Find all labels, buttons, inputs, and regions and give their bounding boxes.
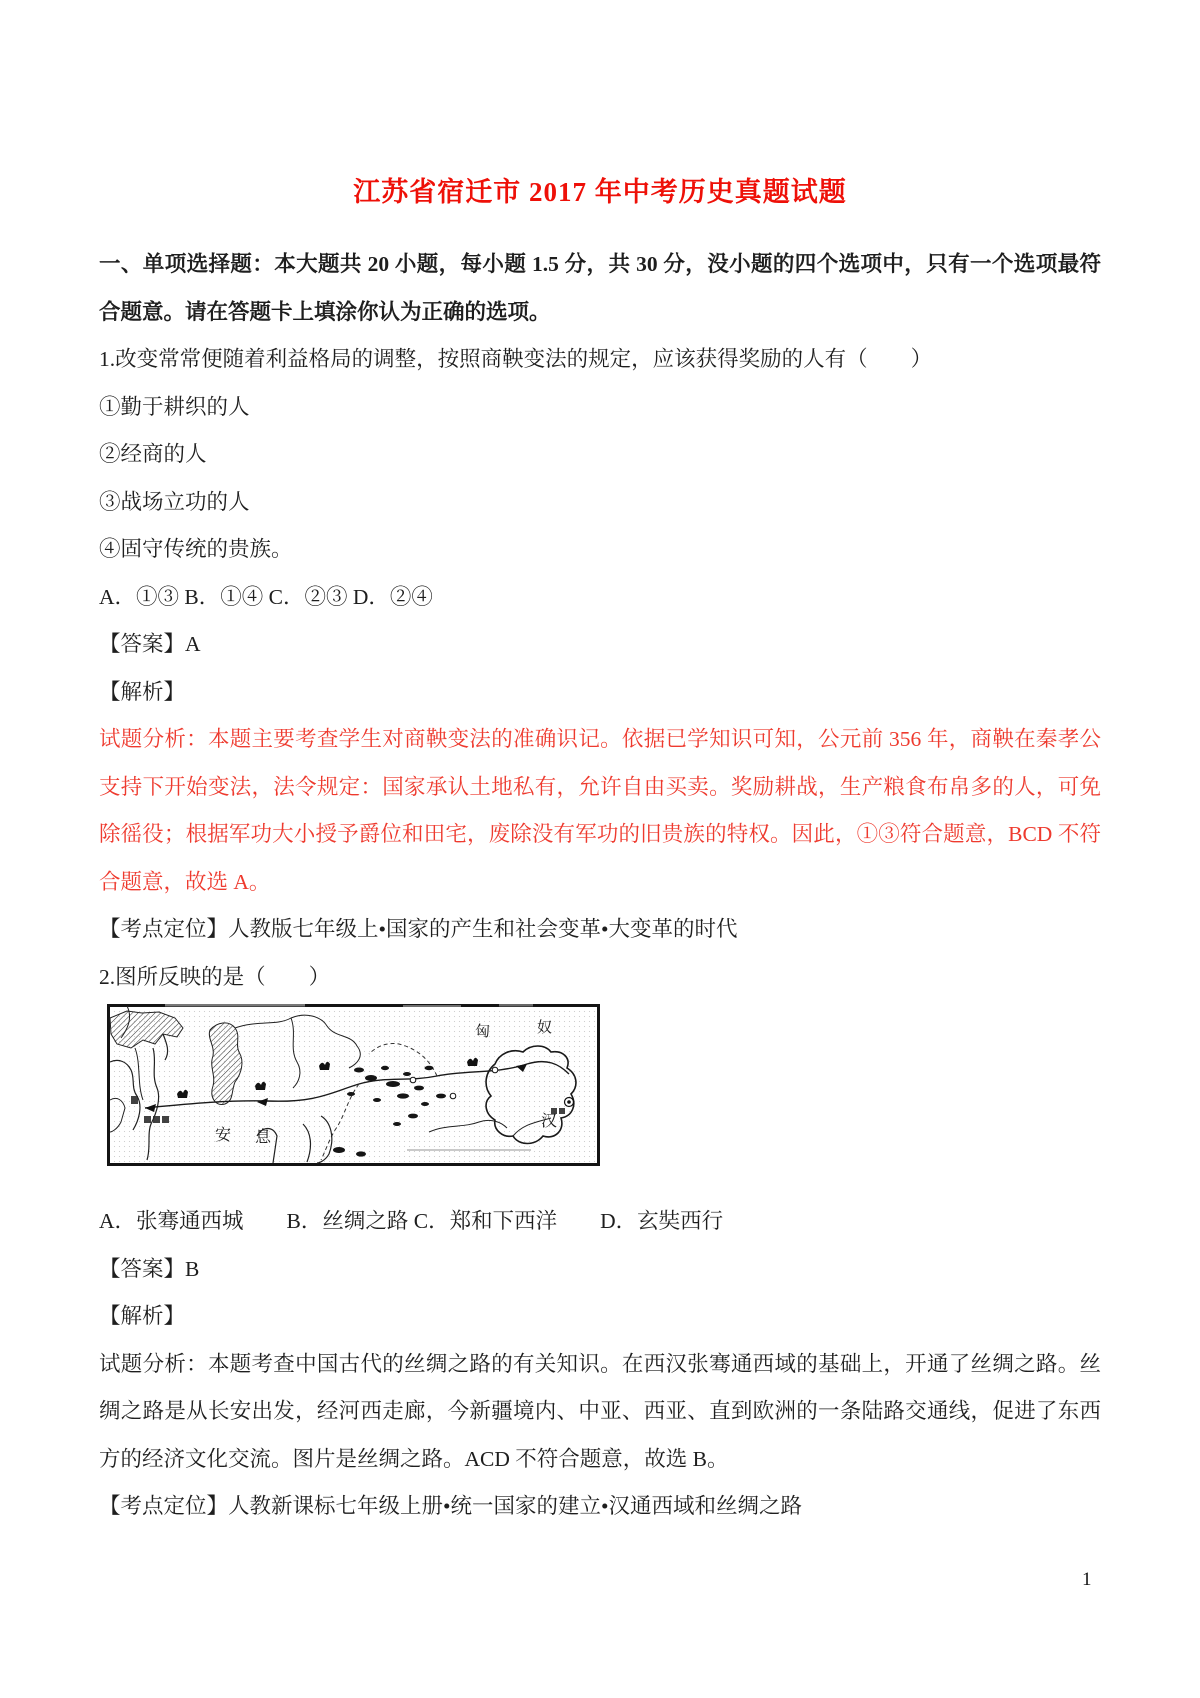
peninsula-line [317, 1116, 332, 1163]
lower-text-block [99, 1198, 1101, 1531]
city-circle [492, 1067, 498, 1073]
city-circle [410, 1077, 416, 1083]
han-territory-outline [486, 1046, 576, 1144]
map-label-xiongnu-2: 奴 [537, 1020, 553, 1036]
question-2-analysis-line-2: 绸之路是从长安出发，经河西走廊，今新疆境内、中亚、西亚、直到欧洲的一条陆路交通线，促进了东西 [99, 1399, 1101, 1423]
map-label-xiongnu-1: 匈 [475, 1024, 491, 1040]
question-1-analysis-heading: 【解析】 [99, 679, 186, 704]
hatched-sea-caspian [209, 1023, 242, 1105]
river-line [135, 1048, 143, 1100]
map-label-anxi-2: 息 [255, 1129, 272, 1146]
scan-smudge [403, 1005, 461, 1007]
question-2-analysis-line-1: 试题分析：本题考查中国古代的丝绸之路的有关知识。在西汉张骞通西域的基础上，开通了丝绸之路。丝 [99, 1351, 1101, 1376]
question-2-stem: 2.图所反映的是（ ） [99, 964, 331, 989]
question-1-kaodian: 【考点定位】人教版七年级上•国家的产生和社会变革•大变革的时代 [99, 917, 738, 941]
gulf-coast-line [110, 1098, 125, 1132]
scan-smudge [499, 1004, 533, 1007]
silk-road-map-svg [107, 1004, 600, 1166]
section-intro-line-2: 合题意。请在答题卡上填涂你认为正确的选项。 [99, 299, 551, 324]
route-arrowhead [257, 1098, 268, 1106]
question-1-item-4: ④固守传统的贵族。 [99, 537, 293, 561]
question-1-item-1: ①勤于耕织的人 [99, 394, 250, 419]
north-boundary-line [235, 1015, 360, 1068]
exam-title: 江苏省宿迁市 2017 年中考历史真题试题 [353, 177, 847, 207]
question-2-analysis-heading: 【解析】 [99, 1304, 186, 1328]
map-label-anxi-1: 安 [215, 1127, 232, 1144]
question-1-options: A．①③ B．①④ C．②③ D．②④ [99, 584, 433, 609]
route-arrowhead [145, 1104, 156, 1112]
hatched-sea-west [110, 1011, 183, 1048]
capital-dot [567, 1100, 571, 1104]
silk-road-map-figure [107, 1004, 600, 1166]
peninsula-line [303, 1124, 310, 1162]
question-2-options: A．张骞通西城 B．丝绸之路 C．郑和下西洋 D．玄奘西行 [99, 1209, 724, 1233]
section-intro-line-1: 一、单项选择题：本大题共 20 小题，每小题 1.5 分，共 30 分，没小题的四个选项中，只有一个选项最符 [99, 252, 1101, 276]
question-1-answer: 【答案】A [99, 632, 201, 656]
question-1-analysis-line-1: 试题分析：本题主要考查学生对商鞅变法的准确识记。依据已学知识可知，公元前 356 年，商鞅在秦孝公 [99, 727, 1101, 751]
question-1-item-2: ②经商的人 [99, 442, 207, 466]
route-branch-north [369, 1043, 437, 1076]
illegible-label-smudge [131, 1096, 565, 1123]
question-2-kaodian: 【考点定位】人教新课标七年级上册•统一国家的建立•汉通西域和丝绸之路 [99, 1494, 803, 1518]
question-2-analysis-line-3: 方的经济文化交流。图片是丝绸之路。ACD 不符合题意，故选 B。 [99, 1446, 729, 1471]
map-label-han: 汉 [541, 1113, 558, 1130]
question-1-analysis-line-4: 合题意，故选 A。 [99, 869, 271, 894]
route-arrowhead [516, 1064, 527, 1072]
river-line [110, 1060, 140, 1130]
question-2-answer: 【答案】B [99, 1256, 200, 1281]
question-1-stem: 1.改变常常便随着利益格局的调整，按照商鞅变法的规定，应该获得奖励的人有（ ） [99, 347, 933, 371]
question-1-item-3: ③战场立功的人 [99, 489, 250, 514]
page-number: 1 [1082, 1569, 1092, 1590]
river-line [291, 1018, 300, 1088]
river-line [147, 1048, 159, 1160]
question-1-analysis-line-3: 除徭役；根据军功大小授予爵位和田宅，废除没有军功的旧贵族的特权。因此，①③符合题意，BCD 不符 [99, 822, 1101, 846]
city-circle [450, 1093, 456, 1099]
scan-smudge [165, 1004, 305, 1007]
upper-text-block [99, 241, 1101, 1001]
question-1-analysis-line-2: 支持下开始变法，法令规定：国家承认土地私有，允许自由买卖。奖励耕战，生产粮食布帛多的人，可免 [99, 774, 1101, 799]
strait-line [163, 1034, 168, 1060]
